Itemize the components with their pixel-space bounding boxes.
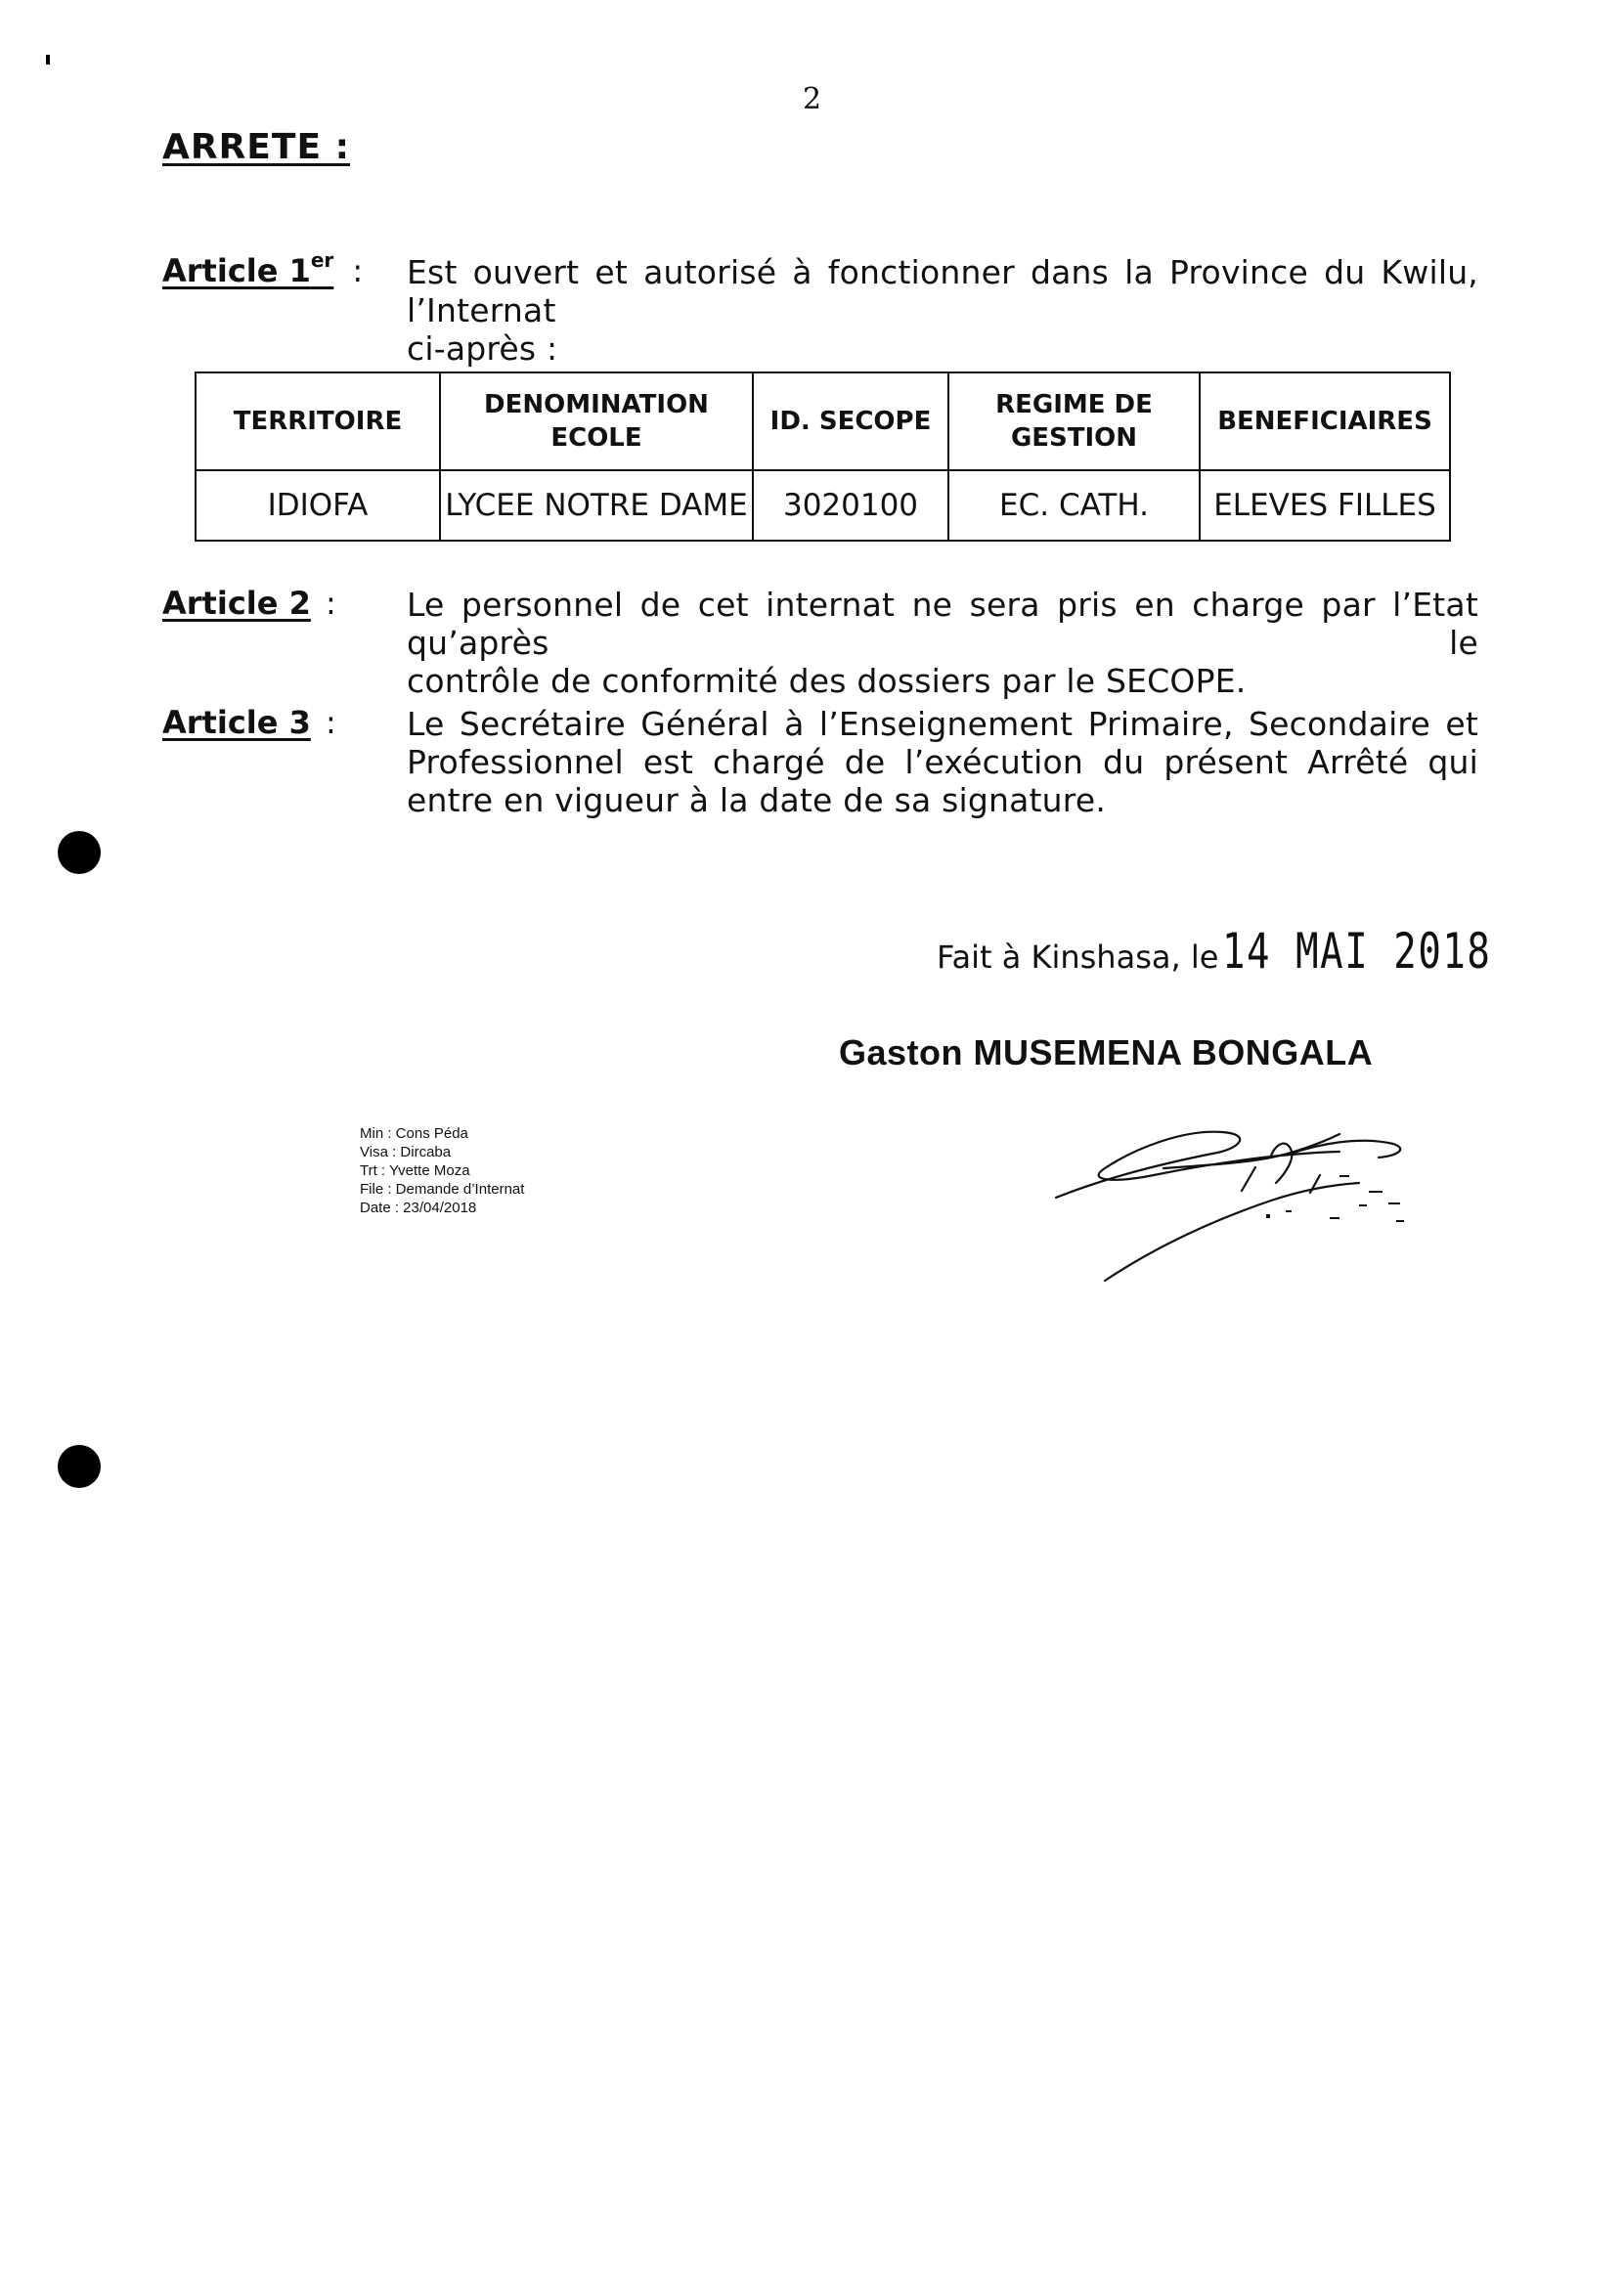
article-3-label: Article 3 bbox=[162, 704, 311, 741]
article-1-heading bbox=[162, 248, 364, 289]
article-3-colon: : bbox=[325, 704, 336, 741]
reference-line: Min : Cons Péda bbox=[360, 1125, 468, 1142]
reference-block bbox=[360, 1124, 524, 1217]
table-row bbox=[196, 470, 1450, 541]
column-header: DENOMINATION ECOLE bbox=[440, 372, 753, 470]
article-1-text: Est ouvert et autorisé à fonctionner dans la Province du Kwilu, l’Internat ci-après : bbox=[407, 253, 1478, 368]
punch-hole-bottom bbox=[58, 1445, 101, 1488]
article-3-text: Le Secrétaire Général à l’Enseignement Primaire, Secondaire et Professionnel est chargé de l’exécution du présent Arrêté qui entre en vigueur à la date de sa signature. bbox=[407, 705, 1478, 819]
column-header: BENEFICIAIRES bbox=[1200, 372, 1450, 470]
article-2-text: Le personnel de cet internat ne sera pris en charge par l’Etat qu’après le contrôle de conformité des dossiers par le SECOPE. bbox=[407, 586, 1478, 700]
article-2-colon: : bbox=[325, 585, 336, 622]
column-header: TERRITOIRE bbox=[196, 372, 440, 470]
reference-line: Visa : Dircaba bbox=[360, 1144, 452, 1160]
article-1-label: Article 1er bbox=[162, 248, 334, 289]
reference-line: File : Demande d’Internat bbox=[360, 1181, 525, 1198]
place-date-label: Fait à Kinshasa, le bbox=[937, 939, 1219, 976]
table-cell: EC. CATH. bbox=[948, 470, 1200, 541]
table-cell: ELEVES FILLES bbox=[1200, 470, 1450, 541]
column-header: ID. SECOPE bbox=[753, 372, 948, 470]
page-number: 2 bbox=[802, 82, 822, 116]
signatory-name bbox=[839, 1032, 1373, 1073]
punch-hole-top bbox=[58, 831, 101, 874]
article-2-label: Article 2 bbox=[162, 585, 311, 622]
reference-line: Trt : Yvette Moza bbox=[360, 1162, 470, 1179]
scan-mark bbox=[46, 55, 50, 65]
article-3-heading bbox=[162, 704, 336, 741]
article-1-superscript: er bbox=[310, 248, 334, 272]
table-cell: LYCEE NOTRE DAME bbox=[440, 470, 753, 541]
school-table bbox=[195, 372, 1451, 542]
reference-line: Date : 23/04/2018 bbox=[360, 1200, 477, 1216]
article-2-heading bbox=[162, 585, 336, 622]
column-header: REGIME DE GESTION bbox=[948, 372, 1200, 470]
article-1-colon: : bbox=[352, 252, 364, 289]
table-cell: 3020100 bbox=[753, 470, 948, 541]
table-header-row bbox=[196, 372, 1450, 470]
decree-heading: ARRETE : bbox=[162, 127, 350, 167]
table-cell: IDIOFA bbox=[196, 470, 440, 541]
date-stamp: 14 MAI 2018 bbox=[1222, 923, 1492, 980]
signatory-first-name: Gaston bbox=[839, 1032, 964, 1072]
signatory-last-name: MUSEMENA BONGALA bbox=[973, 1032, 1374, 1072]
handwritten-signature bbox=[1046, 1095, 1437, 1310]
